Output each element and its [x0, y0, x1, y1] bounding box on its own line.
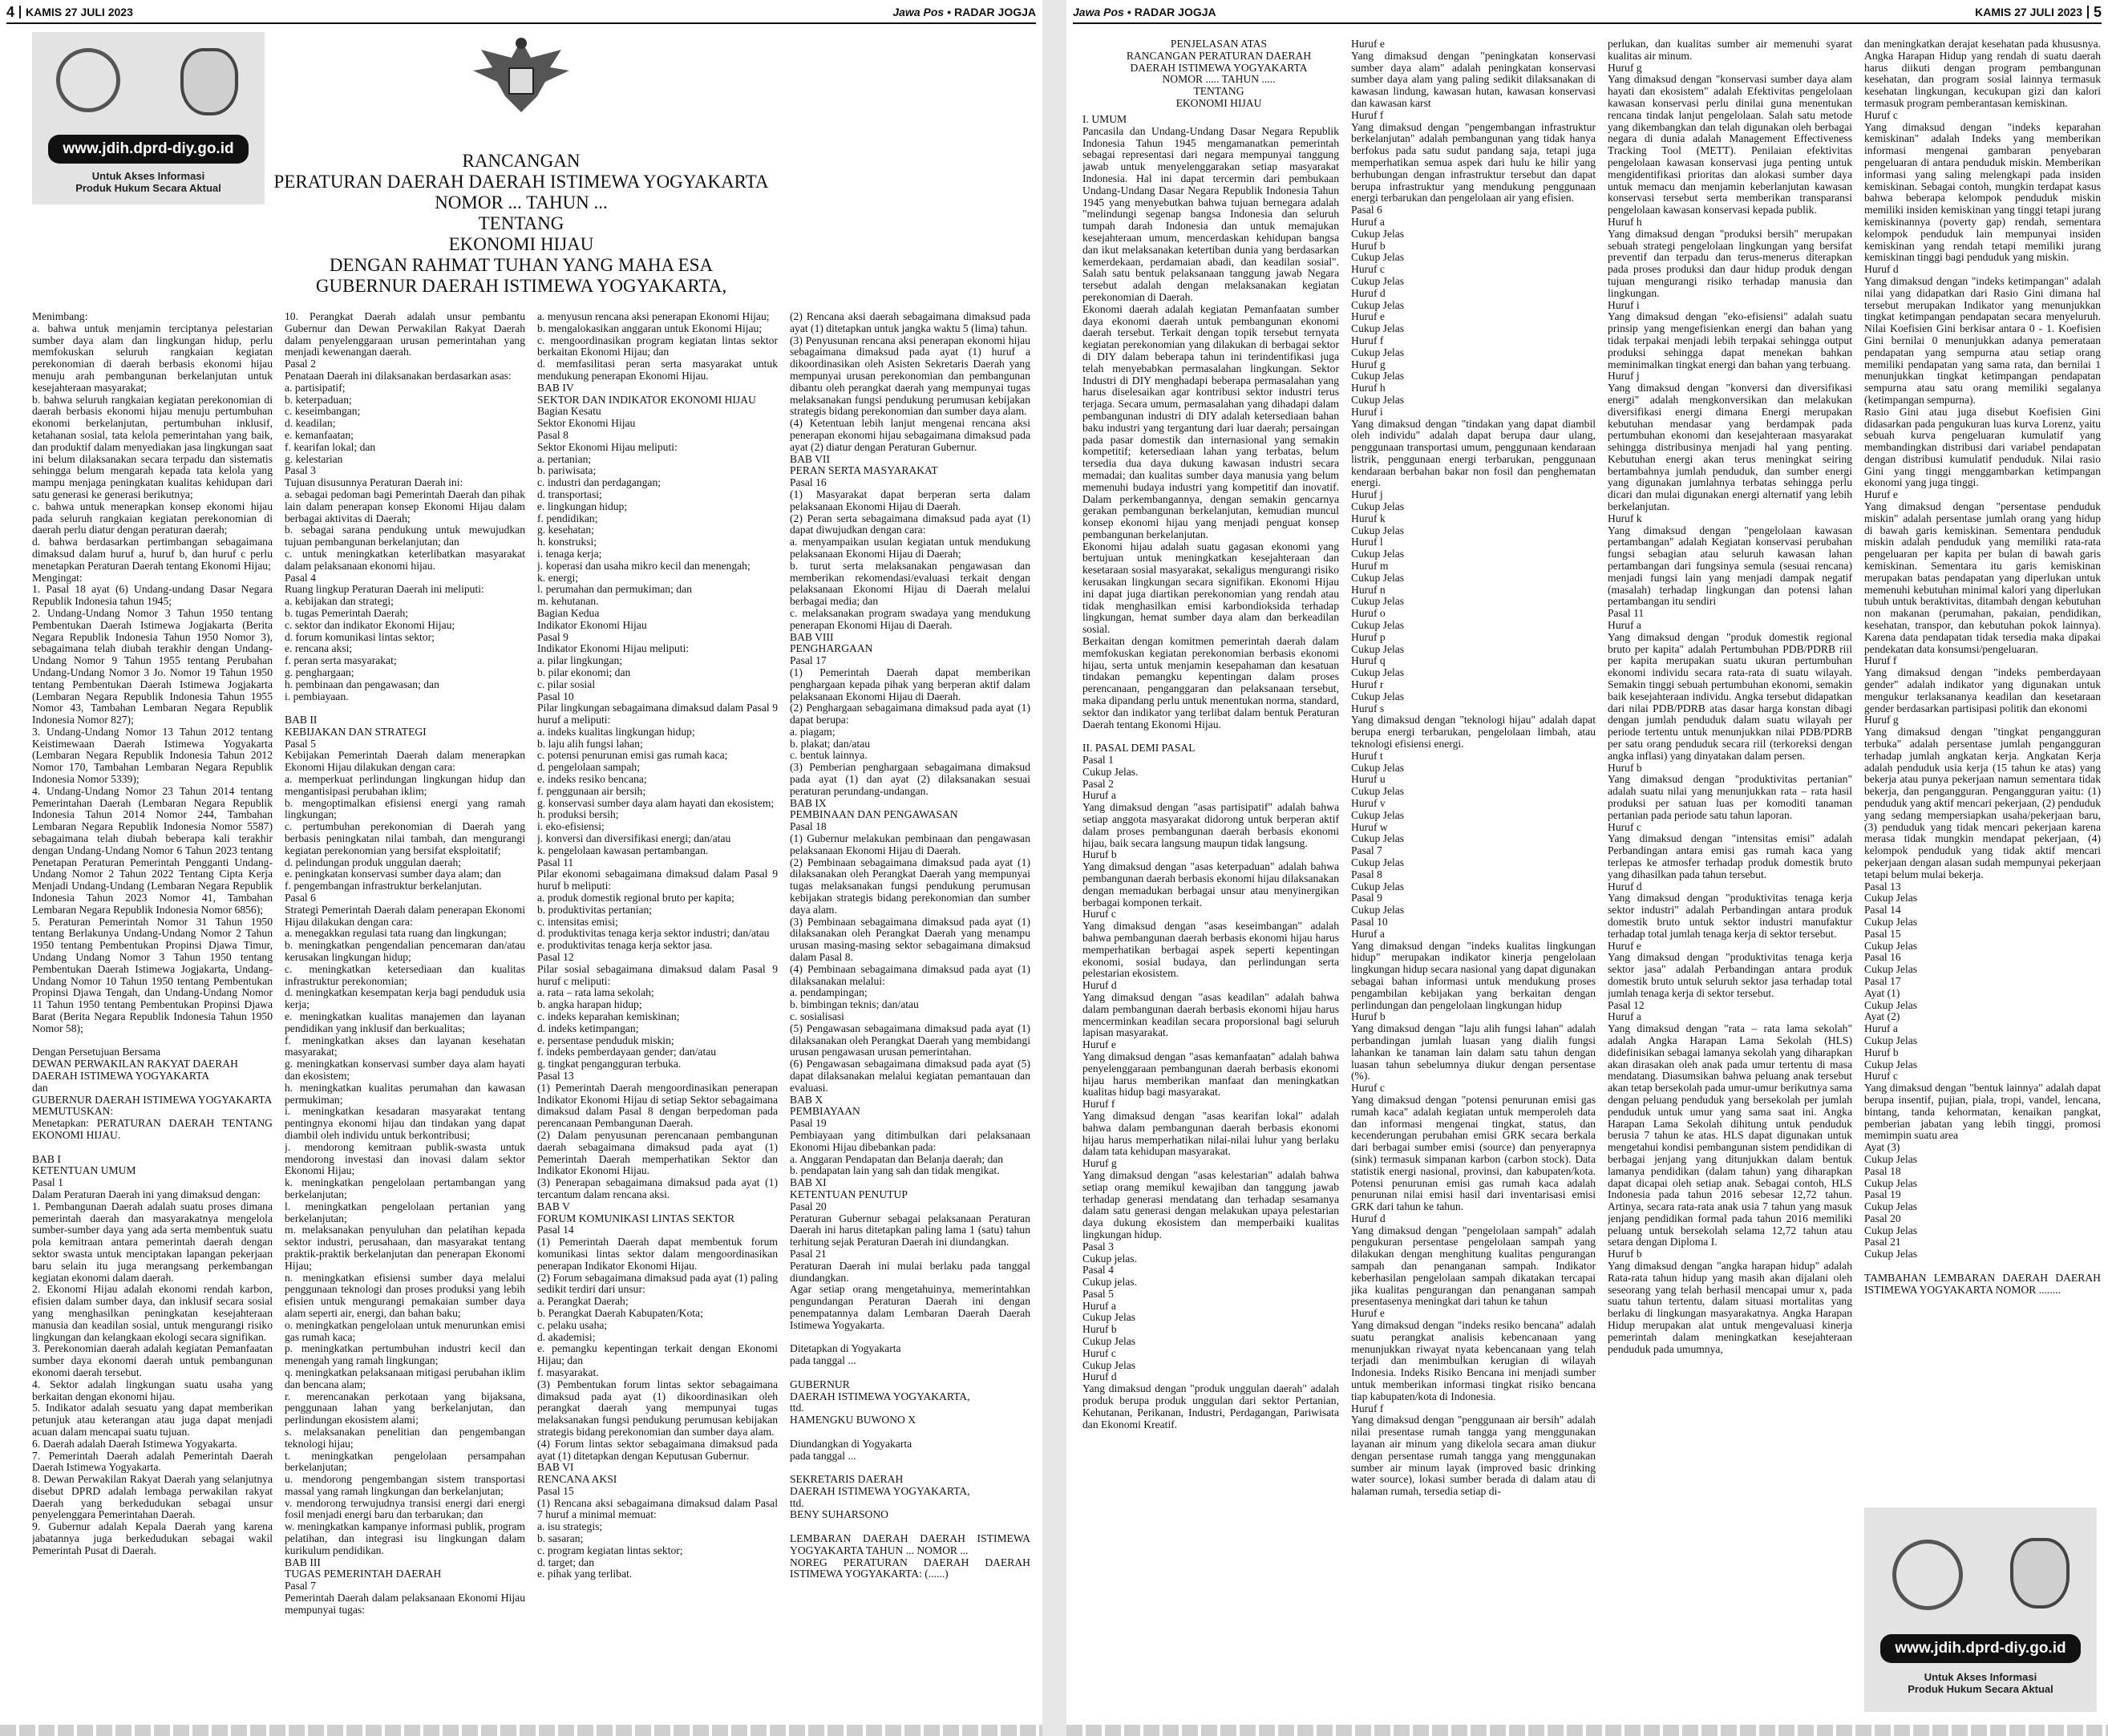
header-section: RADAR JOGJA [1134, 6, 1216, 18]
header-brand: Jawa Pos [1073, 6, 1124, 18]
right-page [1066, 0, 2108, 1736]
header-section: RADAR JOGJA [954, 6, 1036, 18]
page-number: 4 [6, 3, 15, 20]
page-footer-strip [1066, 1725, 2108, 1736]
jdih-ad [32, 32, 265, 204]
provincial-seal-icon [180, 48, 238, 115]
text-column-2: 10. Perangkat Daerah adalah unsur pembantu Gubernur dan Dewan Perwakilan Rakyat Daerah dalam penyelenggaraan urusan pemerintahan yang menjadi kewenangan daerah. Pasal 2 Penataan Daerah ini dilaksanakan berdasarkan asas: a. partisipatif; b. keterpaduan; c. keseimbangan; d. keadilan; e. kemanfaatan; f. kearifan lokal; dan g. kelestarian Pasal 3 Tujuan disusunnya Peraturan Daerah ini: a. sebagai pedoman bagi Pemerintah Daerah dan pihak lain dalam penerapan konsep Ekonomi Hijau dalam berbagai aktivitas di Daerah; b. sebagai sarana pendukung untuk mewujudkan tujuan pembangunan berkelanjutan; dan c. untuk meningkatkan keterlibatkan masyarakat dalam pelaksanaan ekonomi hijau. Pasal 4 Ruang lingkup Peraturan Daerah ini meliputi: a. kebijakan dan strategi; b. tugas Pemerintah Daerah; c. sektor dan indikator Ekonomi Hijau; d. forum komunikasi lintas sektor; e. rencana aksi; f. peran serta masyarakat; g. penghargaan; h. pembinaan dan pengawasan; dan i. pembiayaan. BAB II KEBIJAKAN DAN STRATEGI Pasal 5 Kebijakan Pemerintah Daerah dalam menerapkan Ekonomi Hijau dilakukan dengan cara: a. memperkuat perlindungan lingkungan hidup dan mengantisipasi perubahan iklim; b. mengoptimalkan efisiensi energi yang ramah lingkungan; c. pertumbuhan perekonomian di Daerah yang berbasis peningkatan nilai tambah, dan mengurangi kegiatan perekonomian yang bersifat eksploitatif; d. pelindungan produk unggulan daerah; e. peningkatan konservasi sumber daya alam; dan f. pengembangan infrastruktur berkelanjutan. Pasal 6 Strategi Pemerintah Daerah dalam penerapan Ekonomi Hijau dilakukan dengan cara: a. menegakkan regulasi tata ruang dan lingkungan; b. meningkatkan pengendalian pencemaran dan/atau kerusakan lingkungan hidup; c. meningkatkan ketersediaan dan kualitas infrastruktur perekonomian; d. meningkatkan kesempatan kerja bagi penduduk usia kerja; e. meningkatkan kualitas manajemen dan layanan pendidikan yang inklusif dan berkualitas; f. meningkatkan akses dan layanan kesehatan masyarakat; g. meningkatkan konservasi sumber daya alam hayati dan ekosistem; h. meningkatkan kualitas perumahan dan kawasan permukiman; i. meningkatkan kesadaran masyarakat tentang pentingnya ekonomi hijau dan tindakan yang dapat diambil oleh individu untuk berkontribusi; j. mendorong kemitraan publik-swasta untuk mendorong investasi dan inovasi dalam sektor Ekonomi Hijau; k. meningkatkan pengelolaan pertambangan yang berkelanjutan; l. meningkatkan pengelolaan pertanian yang berkelanjutan; m. melaksanakan penyuluhan dan pelatihan kepada sektor industri, perusahaan, dan masyarakat tentang praktik-praktik berkelanjutan dan penerapan Ekonomi Hijau; n. meningkatkan efisiensi sumber daya melalui penggunaan teknologi dan proses produksi yang lebih efisien untuk mengurangi pemakaian sumber daya alam seperti air, energi, dan bahan baku; o. meningkatkan pengelolaan untuk menurunkan emisi gas rumah kaca; p. meningkatkan pertumbuhan industri kecil dan menengah yang ramah lingkungan; q. meningkatkan pelaksanaan mitigasi perubahan iklim dan bencana alam; r. merencanakan perkotaan yang bijaksana, penggunaan lahan yang berkelanjutan, dan perlindungan ekosistem alami; s. melaksanakan penelitian dan pengembangan teknologi hijau; t. meningkatkan pengelolaan persampahan berkelanjutan; u. mendorong pengembangan sistem transportasi massal yang ramah lingkungan dan berkelanjutan; v. mendorong terwujudnya transisi energi dari energi fosil menjadi energi baru dan terbarukan; dan w. meningkatkan kampanye informasi publik, program pelatihan, dan integrasi isu lingkungan dalam kurikulum pendidikan. BAB III TUGAS PEMERINTAH DAERAH Pasal 7 Pemerintah Daerah dalam pelaksanaan Ekonomi Hijau mempunyai tugas: [285, 311, 525, 1616]
ad-tagline: Untuk Akses Informasi Produk Hukum Secara Aktual [1908, 1671, 2053, 1695]
page-header [6, 3, 1036, 21]
document-title: RANCANGAN PERATURAN DAERAH DAERAH ISTIMEWA YOGYAKARTA NOMOR ... TAHUN ... TENTANG EKONOMI HIJAU DENGAN RAHMAT TUHAN YANG MAHA ESA GUBERNUR DAERAH ISTIMEWA YOGYAKARTA, [273, 151, 769, 296]
header-brand-dot: • [1127, 6, 1131, 18]
jdih-url-link[interactable]: www.jdih.dprd-diy.go.id [48, 135, 249, 164]
ad-tagline: Untuk Akses Informasi Produk Hukum Secara Aktual [75, 170, 221, 194]
header-rule [1073, 22, 2102, 24]
header-date: KAMIS 27 JULI 2023 [1975, 6, 2082, 18]
text-column-1: I. UMUM Pancasila dan Undang-Undang Dasar Negara Republik Indonesia Tahun 1945 mengamanatkan pemerintah sebagai representasi dari negara mempunyai tanggung jawab untuk menyelenggarakan setiap masyarakat Indonesia. Hal ini dapat tercermin dari pembukaan Undang-Undang Dasar Negara Republik Indonesia Tahun 1945 yang menyebutkan bahwa tujuan bernegara adalah "melindungi segenap bangsa Indonesia dan seluruh tumpah darah Indonesia dan untuk memajukan kesejahteraan umum, mencerdaskan kehidupan bangsa dan ikut melaksanakan ketertiban dunia yang berdasarkan kemerdekaan, perdamaian abadi, dan keadilan sosial". Salah satu bentuk pelaksanaan tanggung jawab Negara tersebut adalah dengan melaksanakan kegiatan perekonomian di Daerah. Ekonomi daerah adalah kegiatan Pemanfaatan sumber daya ekonomi daerah untuk pembangunan ekonomi daerah tersebut. Terkait dengan topik tersebut ternyata kegiatan perekonomian yang dilakukan di berbagai sektor di DIY dalam beberapa tahun ini terindentifikasi juga telah menyebabkan permasalahan lingkungan. Sektor Industri di DIY menghadapi beberapa permasalahan yang harus diselesaikan agar kontribusi sektor industri terus terjaga. Secara umum, permasalahan yang dihadapi dalam pembangunan industri di DIY adalah ketersediaan bahan baku industri yang tergantung dari luar daerah; persaingan pada pasar domestik dan internasional yang semakin kompetitif; ketersediaan lahan yang terbatas, belum tersedia dua daya dukung kawasan industri secara memadai; dan kualitas sumber daya manusia yang belum memenuhi budaya industri yang kompetitif dan inovatif. Dalam perkembangannya, dengan semakin gencarnya gerakan pembangunan berkelanjutan, kemudian muncul konsep ekonomi hijau yang menjadi penguat konsep pembangunan berkelanjutan. Ekonomi hijau adalah suatu gagasan ekonomi yang bertujuan untuk meningkatkan kesejahteraan dan kesetaraan sosial masyarakat, sekaligus mengurangi risiko kerusakan lingkungan secara signifikan. Ekonomi Hijau ini dapat juga diartikan perekonomian yang rendah atau tidak menghasilkan emisi karbondioksida terhadap lingkungan, hemat sumber daya alam dan berkeadilan sosial. Berkaitan dengan komitmen pemerintah daerah dalam memfokuskan kegiatan perekonomian berbasis ekonomi hijau, serta untuk menjamin kesepahaman dan kesatuan tindakan pemangku kepentingan dalam proses perencanaan, penganggaran dan pelaksanaan tersebut, maka dipandang perlu untuk menentukan norma, standard, sektor dan indikator yang terlibat dalam bentuk Peraturan Daerah tentang Ekonomi Hijau. II. PASAL DEMI PASAL Pasal 1 Cukup Jelas. Pasal 2 Huruf a Yang dimaksud dengan "asas partisipatif" adalah bahwa setiap anggota masyarakat didorong untuk berperan aktif dalam proses pembangunan daerah berbasis ekonomi hijau, baik secara langsung maupun tidak langsung. Huruf b Yang dimaksud dengan "asas keterpaduan" adalah bahwa pembangunan daerah berbasis ekonomi hijau dilaksanakan dengan memadukan berbagai unsur atau menyinergikan berbagai komponen terkait. Huruf c Yang dimaksud dengan "asas keseimbangan" adalah bahwa pembangunan daerah berbasis ekonomi hijau harus memperhatikan berbagai aspek seperti kepentingan ekonomi, sosial budaya, dan perlindungan serta pelestarian ekosistem. Huruf d Yang dimaksud dengan "asas keadilan" adalah bahwa dalam pembangunan daerah berbasis ekonomi hijau harus mencerminkan keadilan secara proporsional bagi seluruh lapisan masyarakat. Huruf e Yang dimaksud dengan "asas kemanfaatan" adalah bahwa penyelenggaraan pembangunan daerah berbasis ekonomi hijau harus memberikan manfaat dan meningkatkan kualitas hidup bagi masyarakat. Huruf f Yang dimaksud dengan "asas kearifan lokal" adalah bahwa dalam pembangunan daerah berbasis ekonomi hijau harus memperhatikan nilai-nilai luhur yang berlaku dalam tata kehidupan masyarakat. Huruf g Yang dimaksud dengan "asas kelestarian" adalah bahwa setiap orang memikul kewajiban dan tanggung jawab terhadap generasi mendatang dan terhadap sesamanya dalam satu generasi dengan melakukan upaya pelestarian daya dukung ekosistem dan memperbaiki kualitas lingkungan hidup. Pasal 3 Cukup jelas. Pasal 4 Cukup jelas. Pasal 5 Huruf a Cukup Jelas Huruf b Cukup Jelas Huruf c Cukup Jelas Huruf d Yang dimaksud dengan "produk unggulan daerah" adalah produk berupa produk unggulan dari sektor Pertanian, Kehutanan, Perikanan, Industri, Perdagangan, Pariwisata dan Ekonomi Kreatif. [1082, 114, 1339, 1430]
text-column-3: a. menyusun rencana aksi penerapan Ekonomi Hijau; b. mengalokasikan anggaran untuk Ekonomi Hijau; c. mengoordinasikan program kegiatan lintas sektor berkaitan Ekonomi Hijau; dan d. memfasilitasi peran serta masyarakat untuk mendukung penerapan Ekonomi Hijau. BAB IV SEKTOR DAN INDIKATOR EKONOMI HIJAU Bagian Kesatu Sektor Ekonomi Hijau Pasal 8 Sektor Ekonomi Hijau meliputi: a. pertanian; b. pariwisata; c. industri dan perdagangan; d. transportasi; e. lingkungan hidup; f. pendidikan; g. kesehatan; h. konstruksi; i. tenaga kerja; j. koperasi dan usaha mikro kecil dan menengah; k. energi; l. perumahan dan permukiman; dan m. kehutanan. Bagian Kedua Indikator Ekonomi Hijau Pasal 9 Indikator Ekonomi Hijau meliputi: a. pilar lingkungan; b. pilar ekonomi; dan c. pilar sosial Pasal 10 Pilar lingkungan sebagaimana dimaksud dalam Pasal 9 huruf a meliputi: a. indeks kualitas lingkungan hidup; b. laju alih fungsi lahan; c. potensi penurunan emisi gas rumah kaca; d. pengelolaan sampah; e. indeks resiko bencana; f. penggunaan air bersih; g. konservasi sumber daya alam hayati dan ekosistem; h. produksi bersih; i. eko-efisiensi; j. konversi dan diversifikasi energi; dan/atau k. pengelolaan kawasan pertambangan. Pasal 11 Pilar ekonomi sebagaimana dimaksud dalam Pasal 9 huruf b meliputi: a. produk domestik regional bruto per kapita; b. produktivitas pertanian; c. intensitas emisi; d. produktivitas tenaga kerja sektor industri; dan/atau e. produktivitas tenaga kerja sektor jasa. Pasal 12 Pilar sosial sebagaimana dimaksud dalam Pasal 9 huruf c meliputi: a. rata – rata lama sekolah; b. angka harapan hidup; c. indeks keparahan kemiskinan; d. indeks ketimpangan; e. persentase penduduk miskin; f. indeks pemberdayaan gender; dan/atau g. tingkat pengangguran terbuka. Pasal 13 (1) Pemerintah Daerah mengoordinasikan penerapan Indikator Ekonomi Hijau di setiap Sektor sebagaimana dimaksud dalam Pasal 8 dengan berpedoman pada perencanaan Pembangunan Daerah. (2) Dalam penyusunan perencanaan pembangunan daerah sebagaimana dimaksud pada ayat (1) Pemerintah Daerah memperhatikan Sektor dan Indikator Ekonomi Hijau. (3) Penerapan sebagaimana dimaksud pada ayat (1) tercantum dalam rencana aksi. BAB V FORUM KOMUNIKASI LINTAS SEKTOR Pasal 14 (1) Pemerintah Daerah dapat membentuk forum komunikasi lintas sektor dalam mengoordinasikan penerapan Indikator Ekonomi Hijau. (2) Forum sebagaimana dimaksud pada ayat (1) paling sedikit terdiri dari unsur: a. Perangkat Daerah; b. Perangkat Daerah Kabupaten/Kota; c. pelaku usaha; d. akademisi; e. pemangku kepentingan terkait dengan Ekonomi Hijau; dan f. masyarakat. (3) Pembentukan forum lintas sektor sebagaimana dimaksud pada ayat (1) dikoordinasikan oleh perangkat daerah yang mempunyai tugas melaksanakan fungsi pendukung perumusan kebijakan strategis bidang perekonomian dan sumber daya alam. (4) Forum lintas sektor sebagaimana dimaksud pada ayat (1) ditetapkan dengan Keputusan Gubernur. BAB VI RENCANA AKSI Pasal 15 (1) Rencana aksi sebagaimana dimaksud dalam Pasal 7 huruf a minimal memuat: a. isu strategis; b. sasaran; c. program kegiatan lintas sektor; d. target; dan e. pihak yang terlibat. [537, 311, 778, 1580]
globe-logo-icon [1892, 1540, 1963, 1610]
header-rule [6, 22, 1036, 24]
jdih-url-link[interactable]: www.jdih.dprd-diy.go.id [1880, 1634, 2081, 1663]
left-page [0, 0, 1042, 1736]
page-number: 5 [2093, 3, 2102, 20]
header-brand-dot: • [947, 6, 952, 18]
jdih-ad [1864, 1507, 2097, 1712]
header-date: KAMIS 27 JULI 2023 [26, 6, 133, 18]
text-column-3: perlukan, dan kualitas sumber air memenuhi syarat kualitas air minum. Huruf g Yang dimaksud dengan "konservasi sumber daya alam hayati dan ekosistem" adalah Efektivitas pengelolaan kawasan konservasi perlu dinilai guna menentukan rencana tindak lanjut pengelolaan. Salah satu metode yang dikembangkan dan telah digunakan oleh berbagai negara di dunia adalah Management Effectiveness Tracking Tool (METT). Penilaian efektivitas pengelolaan kawasan konservasi juga penting untuk mengidentifikasi prioritas dan alokasi sumber daya untuk memacu dan menjamin keberlanjutan kawasan konservasi tersebut serta memberikan transparansi pengelolaan kawasan konservasi kepada publik. Huruf h Yang dimaksud dengan "produksi bersih" merupakan sebuah strategi pengelolaan lingkungan yang bersifat preventif dan terpadu dan terus-menerus diterapkan pada proses produksi dan daur hidup produk dengan tujuan mengurangi risiko terhadap manusia dan lingkungan. Huruf i Yang dimaksud dengan "eko-efisiensi" adalah suatu prinsip yang mengefisienkan energi dan bahan yang tidak terpakai menjadi lebih terpakai sehingga output produksi sehingga dapat menekan bahkan meminimalkan tingkat energi dan bahan yang terbuang. Huruf j Yang dimaksud dengan "konversi dan diversifikasi energi" adalah mengkonversikan dan melakukan diversifikasi energi dimana Energi merupakan kebutuhan mendasar yang berdampak pada pertumbuhan ekonomi dan kesejahteraan masyarakat sehingga distribusinya menjadi hal yang penting. Kebutuhan energi akan terus meningkat seiring bertambahnya jumlah penduduk, dan sumber energi yang digunakan jumlahnya terbatas sehingga perlu dicari dan mulai digunakan energi alternatif yang lebih berkelanjutan. Huruf k Yang dimaksud dengan "pengelolaan kawasan pertambangan" adalah Kegiatan konservasi perubahan fungsi sebagian atau seluruh kawasan lahan pertambangan dari fungsinya semula (sesuai rencana) menjadi fungsi lain yang menjadi dampak negatif (masalah) terhadap lingkungan dan potensi lahan pertambangan itu sendiri Pasal 11 Huruf a Yang dimaksud dengan "produk domestik regional bruto per kapita" adalah Pertumbuhan PDB/PDRB riil per kapita merupakan suatu ukuran pertumbuhan ekonomi individu secara rata-rata di suatu wilayah. Semakin tinggi sebuah pertumbuhan ekonomi, semakin baik kesejahteraan individu. Angka tersebut didapatkan dari nilai PDB/PDRB atas dasar harga konstan dibagi dengan jumlah penduduk dalam suatu wilayah per periode tertentu untuk menunjukkan nilai PDB/PDRB per satu orang penduduk secara riil (terkoreksi dengan angka inflasi) yang dinyatakan dalam persen. Huruf b Yang dimaksud dengan "produktivitas pertanian" adalah suatu nilai yang menunjukkan rata – rata hasil produksi per satuan luas per komoditi tanaman pertanian pada periode satu tahun laporan. Huruf c Yang dimaksud dengan "intensitas emisi" adalah Perbandingan antara emisi gas rumah kaca yang terlepas ke atmosfer terhadap produk domestik bruto yang dihasilkan pada tahun tersebut. Huruf d Yang dimaksud dengan "produktivitas tenaga kerja sektor industri" adalah Perbandingan antara produk domestik bruto untuk sektor industri manufaktur terhadap total jumlah tenaga kerja di sektor tersebut. Huruf e Yang dimaksud dengan "produktivitas tenaga kerja sektor jasa" adalah Perbandingan antara produk domestik bruto untuk seluruh sektor jasa terhadap total jumlah tenaga kerja di sektor tersebut. Pasal 12 Huruf a Yang dimaksud dengan "rata – rata lama sekolah" adalah Angka Harapan Lama Sekolah (HLS) didefinisikan sebagai lamanya sekolah yang diharapkan akan dirasakan oleh anak pada umur tertentu di masa mendatang. Diasumsikan bahwa peluang anak tersebut akan tetap bersekolah pada umur-umur berikutnya sama dengan peluang penduduk yang bersekolah per jumlah penduduk untuk umur yang sama saat ini. Angka Harapan Lama Sekolah dihitung untuk penduduk berusia 7 tahun ke atas. HLS dapat digunakan untuk mengetahui kondisi pembangunan sistem pendidikan di berbagai jenjang yang ditunjukkan dalam bentuk lamanya pendidikan (dalam tahun) yang diharapkan dapat dicapai oleh setiap anak. Sebagai contoh, HLS Indonesia pada tahun 2016 sebesar 12,72 tahun. Artinya, secara rata-rata anak usia 7 tahun yang masuk jenjang pendidikan formal pada tahun 2016 memiliki peluang untuk bersekolah selama 12,72 tahun atau setara dengan Diploma I. Huruf b Yang dimaksud dengan "angka harapan hidup" adalah Rata-rata tahun hidup yang masih akan dijalani oleh seseorang yang telah berhasil mencapai umur x, pada suatu tahun tertentu, dalam situasi mortalitas yang berlaku di lingkungan masyarakatnya. Angka Harapan Hidup merupakan alat untuk mengevaluasi kinerja pemerintah dalam meningkatkan kesejahteraan penduduk pada umumnya, [1608, 38, 1852, 1355]
text-column-1: Menimbang: a. bahwa untuk menjamin terciptanya pelestarian sumber daya alam dan lingkungan hidup, perlu memfokuskan seluruh rangkaian kegiatan perekonomian di daerah berbasis ekonomi hijau menuju arah pembangunan berkelanjutan untuk kesejahteraan masyarakat; b. bahwa seluruh rangkaian kegiatan perekonomian di daerah berbasis ekonomi hijau menuju pertumbuhan ekonomi berkelanjutan, pertumbuhan inklusif, ketahanan sosial, tata kelola pemerintahan yang baik, dan produktif dalam menyediakan jasa lingkungan saat ini belum dilaksanakan secara terpadu dan sistematis sehingga belum mengarah kepada tata kelola yang mampu menjaga peningkatan kualitas kehidupan dari satu generasi ke generasi berikutnya; c. bahwa untuk menerapkan konsep ekonomi hijau pada seluruh rangkaian kegiatan perekonomian di daerah perlu diatur dengan peraturan daerah; d. bahwa berdasarkan pertimbangan sebagaimana dimaksud dalam huruf a, huruf b, dan huruf c perlu menetapkan Peraturan Daerah tentang Ekonomi Hijau; Mengingat: 1. Pasal 18 ayat (6) Undang-undang Dasar Negara Republik Indonesia tahun 1945; 2. Undang-Undang Nomor 3 Tahun 1950 tentang Pembentukan Daerah Istimewa Jogjakarta (Berita Negara Republik Indonesia Tahun 1950 Nomor 3), sebagaimana telah diubah terakhir dengan Undang-Undang Nomor 9 Tahun 1955 tentang Perubahan Undang-Undang Nomor 3 Jo. Nomor 19 Tahun 1950 tentang Pembentukan Daerah Istimewa Jogjakarta (Lembaran Negara Republik Indonesia Tahun 1955 Nomor 43, Tambahan Lembaran Negara Republik Indonesia Nomor 827); 3. Undang-Undang Nomor 13 Tahun 2012 tentang Keistimewaan Daerah Istimewa Yogyakarta (Lembaran Negara Republik Indonesia Tahun 2012 Nomor 170, Tambahan Lembaran Negara Republik Indonesia Nomor 5339); 4. Undang-Undang Nomor 23 Tahun 2014 tentang Pemerintahan Daerah (Lembaran Negara Republik Indonesia Tahun 2014 Nomor 244, Tambahan Lembaran Negara Republik Indonesia Nomor 5587) sebagaimana telah diubah beberapa kali terakhir dengan Undang-Undang Nomor 6 Tahun 2023 tentang Penetapan Peraturan Pemerintah Pengganti Undang-Undang Nomor 2 Tahun 2022 Tentang Cipta Kerja Menjadi Undang-Undang (Lembaran Negara Republik Indonesia Tahun 2023 Nomor 41, Tambahan Lembaran Negara Republik Indonesia Nomor 6856); 5. Peraturan Pemerintah Nomor 31 Tahun 1950 tentang Berlakunya Undang-Undang Nomor 2 Tahun 1950 tentang Pembentukan Propinsi Djawa Timur, Undang Undang Nomor 3 Tahun 1950 tentang Pembentukan Daerah Istimewa Jogjakarta, Undang-Undang Nomor 10 Tahun 1950 tentang Pembentukan Propinsi Djawa Tengah, dan Undang-Undang Nomor 11 Tahun 1950 tentang Pembentukan Propinsi Djawa Barat (Berita Negara Republik Indonesia Tahun 1950 Nomor 58); Dengan Persetujuan Bersama DEWAN PERWAKILAN RAKYAT DAERAH DAERAH ISTIMEWA YOGYAKARTA dan GUBERNUR DAERAH ISTIMEWA YOGYAKARTA MEMUTUSKAN: Menetapkan: PERATURAN DAERAH TENTANG EKONOMI HIJAU. BAB I KETENTUAN UMUM Pasal 1 Dalam Peraturan Daerah ini yang dimaksud dengan: 1. Pembangunan Daerah adalah suatu proses dimana pemerintah daerah dan masyarakatnya mengelola sumber-sumber daya yang ada serta membentuk suatu pola kemitraan antara pemerintah daerah dengan sektor swasta untuk menciptakan lapangan pekerjaan baru selain itu juga merangsang perkembangan kegiatan ekonomi dalam daerah. 2. Ekonomi Hijau adalah ekonomi rendah karbon, efisien dalam sumber daya, dan inklusif secara sosial yang menghasilkan peningkatan kesejahteraan manusia dan keadilan sosial, untuk mengurangi risiko lingkungan dan kelangkaan ekologi secara signifikan. 3. Perekonomian daerah adalah kegiatan Pemanfaatan sumber daya ekonomi daerah untuk pembangunan ekonomi daerah tersebut. 4. Sektor adalah lingkungan suatu usaha yang berkaitan dengan ekonomi hijau. 5. Indikator adalah sesuatu yang dapat memberikan petunjuk atau keterangan atau juga dapat menjadi acuan dalam mencapai suatu tujuan. 6. Daerah adalah Daerah Istimewa Yogyakarta. 7. Pemerintah Daerah adalah Pemerintah Daerah Daerah Istimewa Yogyakarta. 8. Dewan Perwakilan Rakyat Daerah yang selanjutnya disebut DPRD adalah lembaga perwakilan rakyat Daerah yang berkedudukan sebagai unsur penyelenggara Pemerintahan Daerah. 9. Gubernur adalah Kepala Daerah yang karena jabatannya juga berkedudukan sebagai wakil Pemerintah Pusat di Daerah. [32, 311, 273, 1556]
text-column-2: Huruf e Yang dimaksud dengan "peningkatan konservasi sumber daya alam" adalah peningkatan konservasi sumber daya alam yang paling sedikit dilaksanakan di kawasan lindung, kawasan hutan, kawasan konservasi dan kawasan karst Huruf f Yang dimaksud dengan "pengembangan infrastruktur berkelanjutan" adalah pembangunan yang tidak hanya berfokus pada satu sudut pandang saja, tetapi juga memperhatikan semua aspek dari hulu ke hilir yang berhubungan dengan infrastruktur tersebut dan dapat berupa infrastruktur yang mendukung penggunaan energi terbarukan dan pengelolaan air yang efisien. Pasal 6 Huruf a Cukup Jelas Huruf b Cukup Jelas Huruf c Cukup Jelas Huruf d Cukup Jelas Huruf e Cukup Jelas Huruf f Cukup Jelas Huruf g Cukup Jelas Huruf h Cukup Jelas Huruf i Yang dimaksud dengan "tindakan yang dapat diambil oleh individu" adalah dapat berupa daur ulang, penggunaan transportasi umum, penggunaan kendaraan listrik, penggunaan energi terbarukan, penggunaan kendaraan berbahan bakar non fosil dan penghematan energi. Huruf j Cukup Jelas Huruf k Cukup Jelas Huruf l Cukup Jelas Huruf m Cukup Jelas Huruf n Cukup Jelas Huruf o Cukup Jelas Huruf p Cukup Jelas Huruf q Cukup Jelas Huruf r Cukup Jelas Huruf s Yang dimaksud dengan "teknologi hijau" adalah dapat berupa energi terbarukan, pengelolaan limbah, atau teknologi efisiensi energi. Huruf t Cukup Jelas Huruf u Cukup Jelas Huruf v Cukup Jelas Huruf w Cukup Jelas Pasal 7 Cukup Jelas Pasal 8 Cukup Jelas Pasal 9 Cukup Jelas Pasal 10 Huruf a Yang dimaksud dengan "indeks kualitas lingkungan hidup" merupakan indikator kinerja pengelolaan lingkungan hidup secara nasional yang dapat digunakan sebagai bahan informasi untuk mendukung proses pengambilan kebijakan yang berkaitan dengan perlindungan dan pengelolaan lingkungan hidup Huruf b Yang dimaksud dengan "laju alih fungsi lahan" adalah perbandingan jumlah luasan yang dialih fungsi lahankan ke tanaman lain dalam satu tahun dengan luasan tahun sebelumnya diukur dengan persentase (%). Huruf c Yang dimaksud dengan "potensi penurunan emisi gas rumah kaca" adalah kegiatan untuk memperoleh data dan informasi mengenai tingkat, status, dan kecenderungan perubahan emisi GRK secara berkala dari berbagai sumber emisi (source) dan penyerapnya (sink) termasuk simpanan karbon (carbon stock). Data statistik energi nasional, provinsi, dan kabupaten/kota. Potensi penurunan emisi gas rumah kaca adalah penurunan nilai emisi hasil dari inventarisasi emisi GRK dari tahun ke tahun. Huruf d Yang dimaksud dengan "pengelolaan sampah" adalah pengukuran persentase pengelolaan sampah yang dilakukan dengan menghitung kualitas pengurangan sampah dan penanganan sampah. Indikator keberhasilan pengelolaan sampah dikatakan tercapai jika kualitas pengurangan dan penanganan sampah presentasenya meningkat dari tahun ke tahun Huruf e Yang dimaksud dengan "indeks resiko bencana" adalah suatu perangkat analisis kebencanaan yang menunjukkan riwayat nyata kebencanaan yang telah terjadi dan menimbulkan kerugian di wilayah Indonesia. Indeks Risiko Bencana ini menjadi sumber untuk memberikan informasi tingkat risiko bencana tiap kabupaten/kota di Indonesia. Huruf f Yang dimaksud dengan "penggunaan air bersih" adalah nilai presentase rumah tangga yang menggunakan layanan air minum yang dikelola secara aman diukur dengan persentase rumah tangga yang menggunakan sumber air minum layak (improved basic drinking water source), lokasi sumber berada di dalam atau di halaman rumah, tersedia setiap di- [1351, 38, 1596, 1498]
header-brand: Jawa Pos [892, 6, 945, 18]
header-divider [2087, 6, 2089, 18]
page-header [1073, 3, 2102, 21]
page-footer-strip [0, 1725, 1042, 1736]
globe-logo-icon [56, 48, 120, 112]
text-column-4: (2) Rencana aksi daerah sebagaimana dimaksud pada ayat (1) ditetapkan untuk jangka waktu 5 (lima) tahun. (3) Penyusunan rencana aksi penerapan ekonomi hijau sebagaimana dimaksud pada ayat (1) huruf a dikoordinasikan oleh Asisten Sekretaris Daerah yang mempunyai urusan perekonomian dan pembangunan dibantu oleh perangkat daerah yang mempunyai tugas melaksanakan fungsi pendukung perumusan kebijakan strategis bidang perekonomian dan sumber daya alam. (4) Ketentuan lebih lanjut mengenai rencana aksi penerapan ekonomi hijau sebagaimana dimaksud pada ayat (2) diatur dengan Peraturan Gubernur. BAB VII PERAN SERTA MASYARAKAT Pasal 16 (1) Masyarakat dapat berperan serta dalam pelaksanaan Ekonomi Hijau di Daerah. (2) Peran serta sebagaimana dimaksud pada ayat (1) dapat diwujudkan dengan cara: a. menyampaikan usulan kegiatan untuk mendukung pelaksanaan Ekonomi Hijau di Daerah; b. turut serta melaksanakan pengawasan dan memberikan rekomendasi/evaluasi terkait dengan pelaksanaan Ekonomi Hijau di Daerah melalui berbagai media; dan c. melaksanakan program swadaya yang mendukung penerapan Ekonomi Hijau di Daerah. BAB VIII PENGHARGAAN Pasal 17 (1) Pemerintah Daerah dapat memberikan penghargaan kepada pihak yang berperan aktif dalam pelaksanaan Ekonomi Hijau di Daerah. (2) Penghargaan sebagaimana dimaksud pada ayat (1) dapat berupa: a. piagam; b. plakat; dan/atau c. bentuk lainnya. (3) Pemberian penghargaan sebagaimana dimaksud pada ayat (1) dan ayat (2) dilaksanakan sesuai peraturan perundang-undangan. BAB IX PEMBINAAN DAN PENGAWASAN Pasal 18 (1) Gubernur melakukan pembinaan dan pengawasan pelaksanaan Ekonomi Hijau di Daerah. (2) Pembinaan sebagaimana dimaksud pada ayat (1) dilaksanakan oleh Perangkat Daerah yang mempunyai tugas melaksanakan fungsi pendukung perumusan kebijakan strategis bidang perekonomian dan sumber daya alam. (3) Pembinaan sebagaimana dimaksud pada ayat (1) dilaksanakan oleh Perangkat Daerah yang menampu urusan masing-masing sektor sebagaimana dimaksud dalam Pasal 8. (4) Pembinaan sebagaimana dimaksud pada ayat (1) dilaksanakan melalui: a. pendampingan; b. bimbingan teknis; dan/atau c. sosialisasi (5) Pengawasan sebagaimana dimaksud pada ayat (1) dilaksanakan oleh Perangkat Daerah yang membidangi urusan pengawasan urusan pemerintahan. (6) Pengawasan sebagaimana dimaksud pada ayat (5) dapat dilaksanakan melalui kegiatan pemantauan dan evaluasi. BAB X PEMBIAYAAN Pasal 19 Pembiayaan yang ditimbulkan dari pelaksanaan Ekonomi Hijau dibebankan pada: a. Anggaran Pendapatan dan Belanja daerah; dan b. pendapatan lain yang sah dan tidak mengikat. BAB XI KETENTUAN PENUTUP Pasal 20 Peraturan Gubernur sebagai pelaksanaan Peraturan Daerah ini harus ditetapkan paling lama 1 (satu) tahun terhitung sejak Peraturan Daerah ini diundangkan. Pasal 21 Peraturan Daerah ini mulai berlaku pada tanggal diundangkan. Agar setiap orang mengetahuinya, memerintahkan pengundangan Peraturan Daerah ini dengan penempatannya dalam Lembaran Daerah Daerah Istimewa Yogyakarta. Ditetapkan di Yogyakarta pada tanggal ... GUBERNUR DAERAH ISTIMEWA YOGYAKARTA, ttd. HAMENGKU BUWONO X Diundangkan di Yogyakarta pada tanggal ... SEKRETARIS DAERAH DAERAH ISTIMEWA YOGYAKARTA, ttd. BENY SUHARSONO LEMBARAN DAERAH DAERAH ISTIMEWA YOGYAKARTA TAHUN ... NOMOR ... NOREG PERATURAN DAERAH DAERAH ISTIMEWA YOGYAKARTA: (......) [790, 311, 1030, 1580]
garuda-pancasila-icon [465, 32, 577, 120]
text-column-4: dan meningkatkan derajat kesehatan pada khususnya. Angka Harapan Hidup yang rendah di suatu daerah harus diikuti dengan program pembangunan kesehatan, dan program sosial lainnya termasuk kesehatan lingkungan, kecukupan gizi dan kalori termasuk program pemberantasan kemiskinan. Huruf c Yang dimaksud dengan "indeks keparahan kemiskinan" adalah Indeks yang memberikan informasi mengenai gambaran penyebaran pengeluaran di antara penduduk miskin. Memberikan informasi yang saling melengkapi pada insiden kemiskinan. Sebagai contoh, mungkin terdapat kasus bahwa beberapa kelompok penduduk miskin memiliki insiden kemiskinan yang tinggi tetapi jurang kemiskinannya (poverty gap) rendah, sementara kelompok penduduk lain mempunyai insiden kemiskinan yang rendah tetapi memiliki jurang kemiskinan tinggi bagi penduduk yang miskin. Huruf d Yang dimaksud dengan "indeks ketimpangan" adalah nilai yang didapatkan dari Rasio Gini dimana hal tersebut merupakan Indikator yang menunjukkan tingkat ketimpangan pendapatan secara menyeluruh. Nilai Koefisien Gini berkisar antara 0 - 1. Koefisien Gini bernilai 0 menunjukkan adanya pemerataan pendapatan yang sempurna atau setiap orang memiliki pendapatan yang sama rata, dan bernilai 1 menunjukkan tingkat ketimpangan pendapatan sempurna atau satu orang memiliki segalanya (ketimpangan sempurna). Rasio Gini atau juga disebut Koefisien Gini didasarkan pada pengukuran luas kurva Lorenz, yaitu sebuah kurva pengeluaran kumulatif yang membandingkan distribusi dari variabel pendapatan dengan distribusi kumulatif penduduk. Nilai rasio Gini yang tinggi menggambarkan ketimpangan ekonomi yang juga tinggi. Huruf e Yang dimaksud dengan "persentase penduduk miskin" adalah persentase jumlah orang yang hidup di bawah garis kemiskinan. Sementara penduduk miskin adalah penduduk yang memiliki rata-rata pengeluaran per kapita per bulan di bawah garis kemiskinan. Sementara itu garis kemiskinan merupakan batas pendapatan yang diperlukan untuk memenuhi kebutuhan minimal kalori yang diperlukan tubuh untuk beraktivitas, ditambah dengan kebutuhan non makanan (perumahan, pakaian, pendidikan, kesehatan, transpor, dan kebutuhan pokok lainnya). Karena data pendapatan tidak tersedia maka dipakai pendekatan data konsumsi/pengeluaran. Huruf f Yang dimaksud dengan "indeks pemberdayaan gender" adalah indikator yang digunakan untuk mengukur terlaksananya keadilan dan kesetaraan gender berdasarkan partisipasi politik dan ekonomi Huruf g Yang dimaksud dengan "tingkat pengangguran terbuka" adalah persentase jumlah pengangguran terhadap jumlah angkatan kerja. Angkatan Kerja adalah penduduk usia kerja (15 tahun ke atas) yang bekerja atau punya pekerjaan namun sementara tidak bekerja, dan pengangguran. Pengangguran yaitu: (1) penduduk yang aktif mencari pekerjaan, (2) penduduk yang sedang mempersiapkan usaha/pekerjaan baru, (3) penduduk yang tidak mencari pekerjaan karena merasa tidak mungkin mendapat pekerjaan, (4) kelompok penduduk yang tidak aktif mencari pekerjaan dengan alasan sudah mempunyai pekerjaan tetapi belum mulai bekerja. Pasal 13 Cukup Jelas Pasal 14 Cukup Jelas Pasal 15 Cukup Jelas Pasal 16 Cukup Jelas Pasal 17 Ayat (1) Cukup Jelas Ayat (2) Huruf a Cukup Jelas Huruf b Cukup Jelas Huruf c Yang dimaksud dengan "bentuk lainnya" adalah dapat berupa insentif, pujian, piala, tropi, vandel, lencana, bintang, tanda kehormatan, kenaikan pangkat, pemberian jabatan yang lebih tinggi, promosi memimpin suatu area Ayat (3) Cukup Jelas Pasal 18 Cukup Jelas Pasal 19 Cukup Jelas Pasal 20 Cukup Jelas Pasal 21 Cukup Jelas TAMBAHAN LEMBARAN DAERAH DAERAH ISTIMEWA YOGYAKARTA NOMOR ........ [1864, 38, 2101, 1296]
page-gutter [1042, 0, 1066, 1736]
explanation-heading: PENJELASAN ATAS RANCANGAN PERATURAN DAERAH DAERAH ISTIMEWA YOGYAKARTA NOMOR ..... TAHUN ..... TENTANG EKONOMI HIJAU [1126, 38, 1312, 109]
header-divider [19, 6, 21, 18]
provincial-seal-icon [2010, 1538, 2070, 1609]
